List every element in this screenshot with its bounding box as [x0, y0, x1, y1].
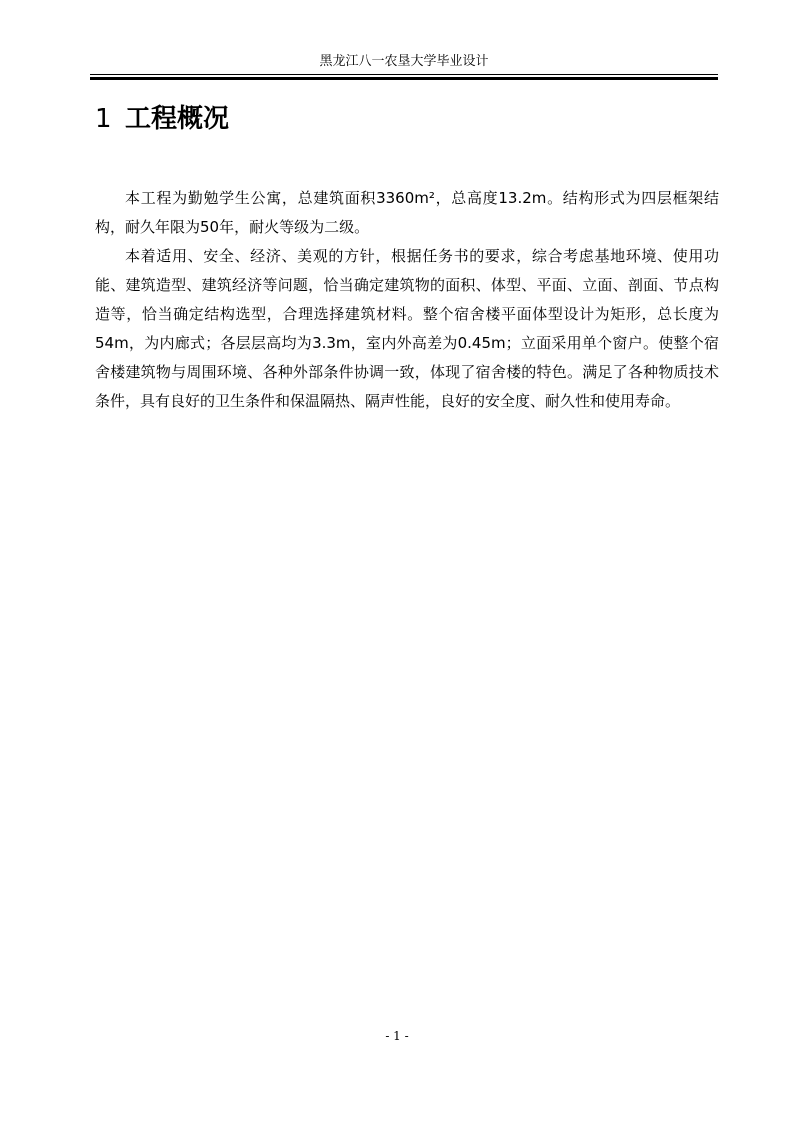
- header-rule-thin: [90, 74, 718, 75]
- chapter-number: 1: [95, 104, 112, 134]
- body-text: [95, 184, 719, 416]
- chapter-title: 工程概况: [125, 104, 230, 134]
- paragraph: 本工程为勤勉学生公寓，总建筑面积3360m²，总高度13.2m。结构形式为四层框架结构，耐久年限为50年，耐火等级为二级。: [95, 189, 719, 236]
- page-number: - 1 -: [385, 1029, 409, 1043]
- paragraph: 本着适用、安全、经济、美观的方针，根据任务书的要求，综合考虑基地环境、使用功能、建筑造型、建筑经济等问题，恰当确定建筑物的面积、体型、平面、立面、剖面、节点构造等，恰当确定结构选型，合理选择建筑材料。整个宿舍楼平面体型设计为矩形，总长度为54m，为内廊式；各层层高均为3.3m，室内外高差为0.45m；立面采用单个窗户。使整个宿舍楼建筑物与周围环境、各种外部条件协调一致，体现了宿舍楼的特色。满足了各种物质技术条件，具有良好的卫生条件和保温隔热、隔声性能，良好的安全度、耐久性和使用寿命。: [95, 247, 719, 410]
- header-rule-thick: [90, 77, 718, 80]
- header-title: 黑龙江八一农垦大学毕业设计: [319, 54, 489, 69]
- chapter-heading: [95, 102, 229, 136]
